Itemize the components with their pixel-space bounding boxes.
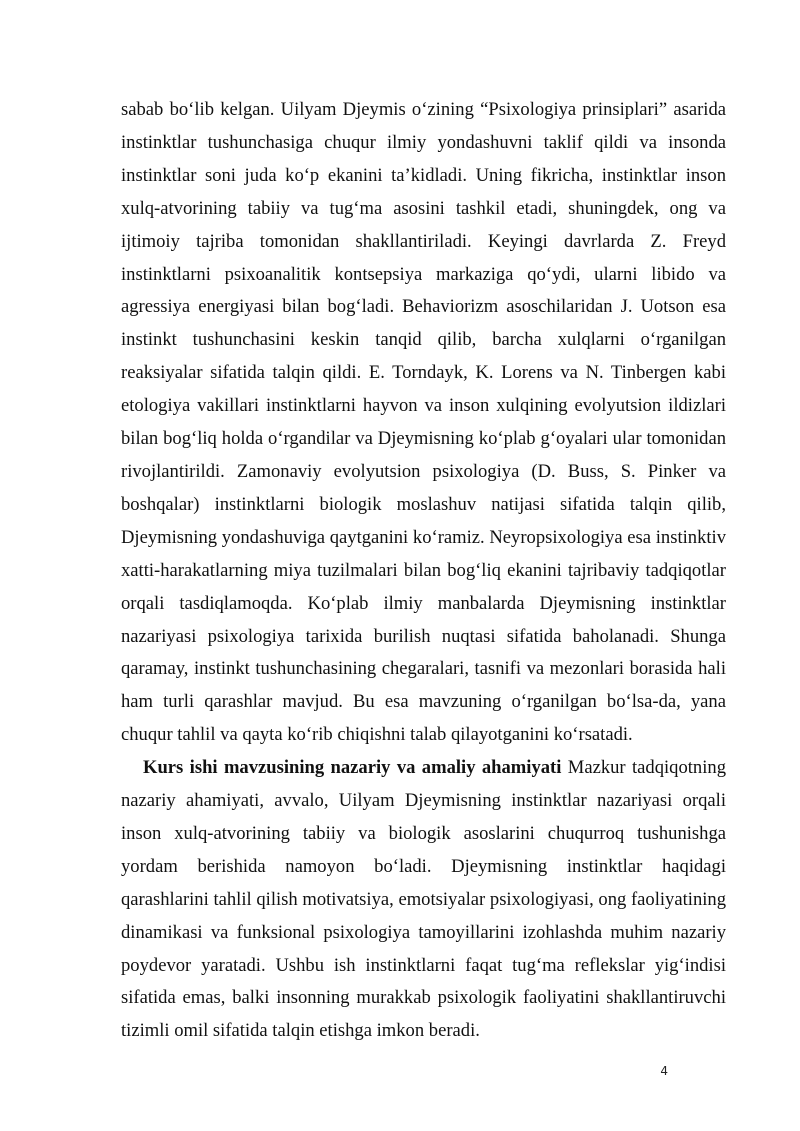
paragraph-1: sabab bo‘lib kelgan. Uilyam Djeymis o‘zining “Psixologiya prinsiplari” asarida instinktlar tushunchasiga chuqur ilmiy yondashuvni taklif qildi va insonda instinktlar soni juda ko‘p ekanini ta’kidladi. Uning fikricha, instinktlar inson xulq-atvorining tabiiy va tug‘ma asosini tashkil etadi, shuningdek, ong va ijtimoiy tajriba tomonidan shakllantiriladi. Keyingi davrlarda Z. Freyd instinktlarni psixoanalitik kontsepsiya markaziga qo‘ydi, ularni libido va agressiya energiyasi bilan bog‘ladi. Behaviorizm asoschilaridan J. Uotson esa instinkt tushunchasini keskin tanqid qilib, barcha xulqlarni o‘rganilgan reaksiyalar sifatida talqin qildi. E. Torndayk, K. Lorens va N. Tinbergen kabi etologiya vakillari instinktlarni hayvon va inson xulqining evolyutsion ildizlari bilan bog‘liq holda o‘rgandilar va Djeymisning ko‘plab g‘oyalari ular tomonidan rivojlantirildi. Zamonaviy evolyutsion psixologiya (D. Buss, S. Pinker va boshqalar) instinktlarni biologik moslashuv natijasi sifatida talqin qilib, Djeymisning yondashuviga qaytganini ko‘ramiz. Neyropsixologiya esa instinktiv xatti-harakatlarning miya tuzilmalari bilan bog‘liq ekanini tajribaviy tadqiqotlar orqali tasdiqlamoqda. Ko‘plab ilmiy manbalarda Djeymisning instinktlar nazariyasi psixologiya tarixida burilish nuqtasi sifatida baholanadi. Shunga qaramay, instinkt tushunchasining chegaralari, tasnifi va mezonlari borasida hali ham turli qarashlar mavjud. Bu esa mavzuning o‘rganilgan bo‘lsa-da, yana chuqur tahlil va qayta ko‘rib chiqishni talab qilayotganini ko‘rsatadi. <box>121 99 726 746</box>
section-heading: Kurs ishi mavzusining nazariy va amaliy ahamiyati <box>143 757 562 779</box>
paragraph-2-body: Mazkur tadqiqotning nazariy ahamiyati, avvalo, Uilyam Djeymisning instinktlar nazariyasi orqali inson xulq-atvorining tabiiy va biologik asoslarini chuqurroq tushunishga yordam berishida namoyon bo‘ladi. Djeymisning instinktlar haqidagi qarashlarini tahlil qilish motivatsiya, emotsiyalar psixologiyasi, ong faoliyatining dinamikasi va funksional psixologiya tamoyillarini izohlashda muhim nazariy poydevor yaratadi. Ushbu ish instinktlarni faqat tug‘ma reflekslar yig‘indisi sifatida emas, balki insonning murakkab psixologik faoliyatini shakllantiruvchi tizimli omil sifatida talqin etishga imkon beradi. <box>121 757 726 1042</box>
paragraph-2 <box>121 752 726 1048</box>
page-number: 4 <box>660 1064 668 1078</box>
body-text <box>121 94 726 1048</box>
